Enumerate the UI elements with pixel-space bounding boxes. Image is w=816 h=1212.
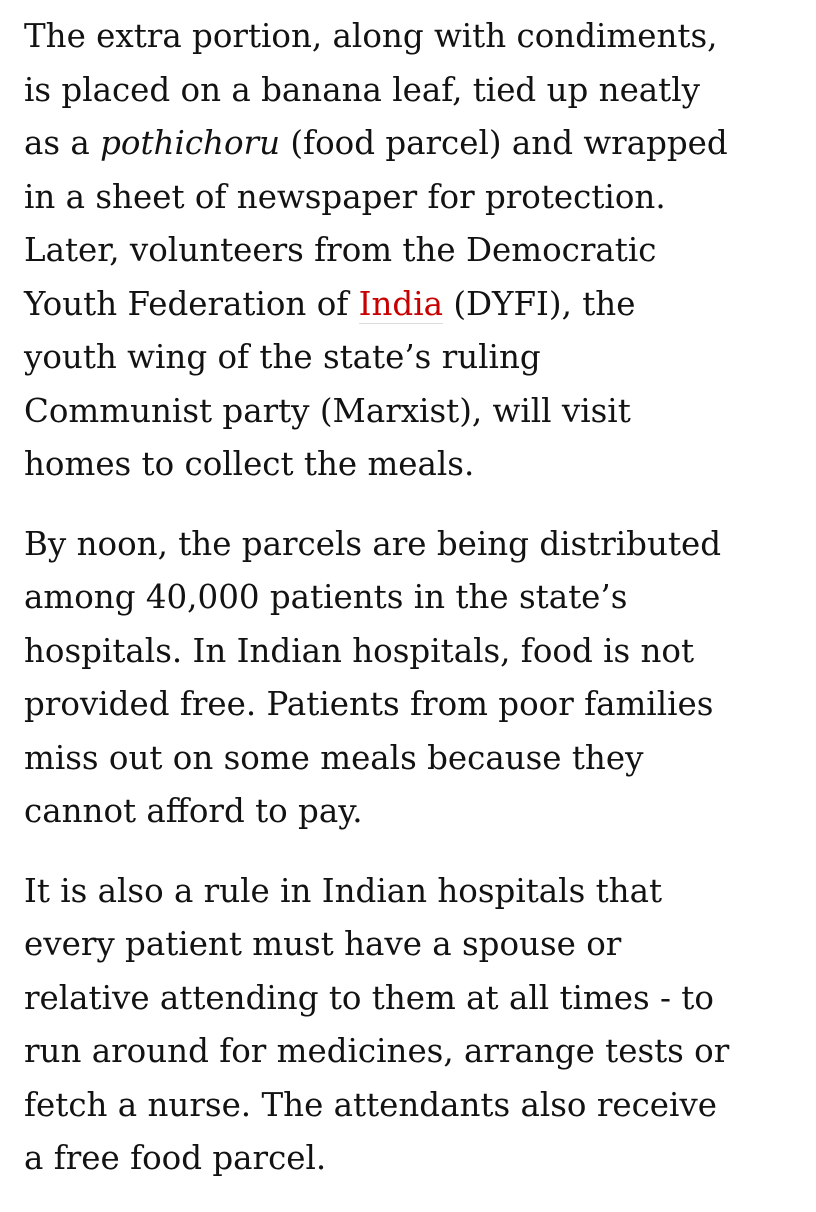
text-line	[24, 678, 804, 732]
text-run: a free food parcel.	[24, 1139, 327, 1177]
text-line	[24, 785, 804, 839]
paragraph-3	[24, 865, 804, 1186]
paragraph-2	[24, 518, 804, 839]
text-line	[24, 278, 804, 332]
text-run: Youth Federation of	[24, 284, 359, 323]
text-run: Later, volunteers from the Democratic	[24, 231, 657, 269]
text-line	[24, 171, 804, 225]
text-run: Communist party (Marxist), will visit	[24, 391, 631, 430]
italic-term: pothichoru	[100, 124, 281, 162]
text-run: fetch a nurse. The attendants also receive	[24, 1085, 718, 1124]
text-line	[24, 865, 804, 919]
text-run: in a sheet of newspaper for protection.	[24, 177, 666, 216]
text-line	[24, 385, 804, 439]
text-run: relative attending to them at all times - to	[24, 978, 714, 1017]
text-run: provided free. Patients from poor families	[24, 685, 714, 723]
text-run: every patient must have a spouse or	[24, 925, 622, 963]
text-line	[24, 972, 804, 1026]
text-run: (DYFI), the	[442, 284, 636, 323]
text-line	[24, 10, 804, 64]
text-line	[24, 331, 804, 385]
text-line	[24, 1132, 804, 1186]
text-line	[24, 732, 804, 786]
text-run: is placed on a banana leaf, tied up neatly	[24, 70, 700, 109]
text-run: By noon, the parcels are being distributed	[24, 524, 722, 563]
india-link[interactable]: India	[358, 284, 443, 323]
text-run: run around for medicines, arrange tests or	[24, 1032, 730, 1070]
text-run: It is also a rule in Indian hospitals that	[24, 871, 663, 910]
text-run: miss out on some meals because they	[24, 738, 644, 777]
paragraph-1	[24, 10, 804, 492]
text-run: youth wing of the state’s ruling	[24, 338, 541, 376]
text-run: The extra portion, along with condiments,	[24, 17, 718, 55]
text-line	[24, 571, 804, 625]
text-run: hospitals. In Indian hospitals, food is not	[24, 631, 695, 670]
text-run: among 40,000 patients in the state’s	[24, 578, 628, 616]
text-line	[24, 117, 804, 171]
text-run: homes to collect the meals.	[24, 445, 475, 483]
text-line	[24, 1025, 804, 1079]
text-line	[24, 1079, 804, 1133]
text-line	[24, 918, 804, 972]
text-line	[24, 438, 804, 492]
text-line	[24, 518, 804, 572]
article-body	[24, 10, 804, 1212]
text-run: as a	[24, 124, 101, 162]
text-run: (food parcel) and wrapped	[280, 124, 728, 162]
text-line	[24, 64, 804, 118]
text-line	[24, 224, 804, 278]
text-line	[24, 625, 804, 679]
text-run: cannot afford to pay.	[24, 792, 363, 830]
